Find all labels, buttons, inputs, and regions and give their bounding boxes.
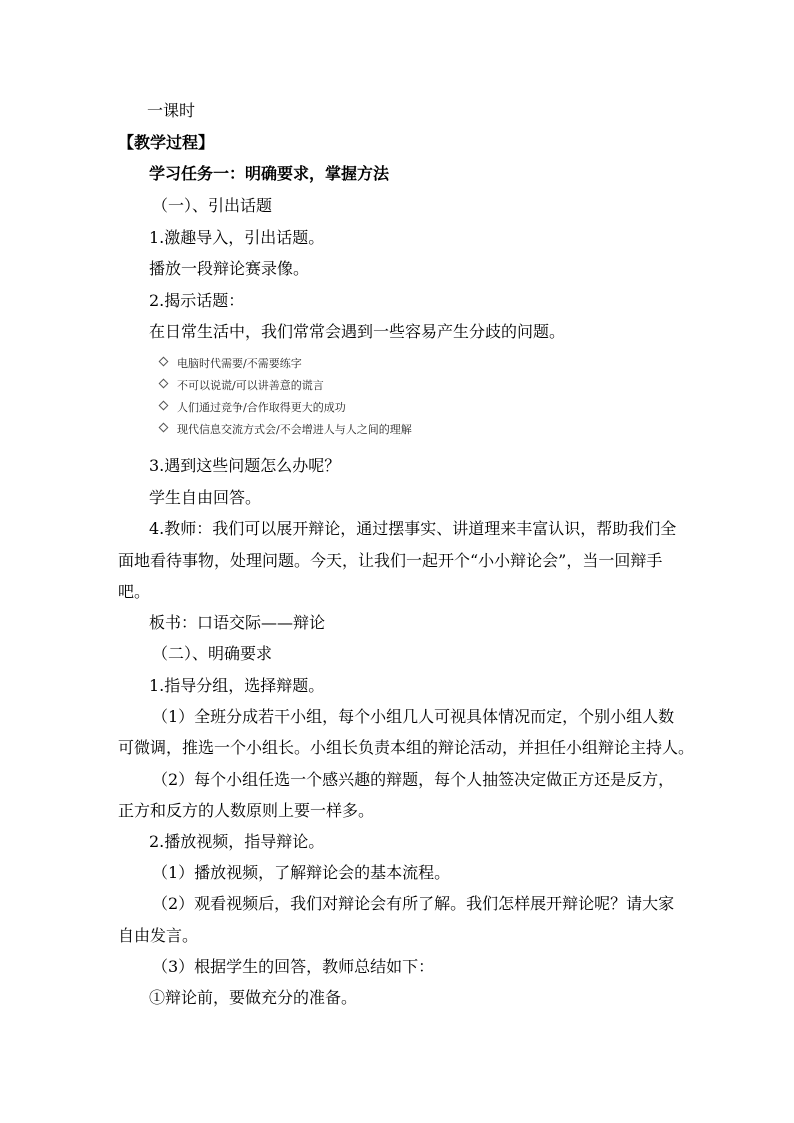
diamond-bullet-icon — [159, 357, 169, 367]
paragraph: 1.指导分组，选择辩题。 — [149, 676, 325, 695]
paragraph: 面地看待事物，处理问题。今天，让我们一起开个“小小辩论会”，当一回辩手 — [118, 551, 663, 570]
list-item: 电脑时代需要/不需要练字 — [160, 356, 302, 372]
part-title-1: （一）、引出话题 — [152, 196, 273, 215]
paragraph: ①辩论前，要做充分的准备。 — [149, 988, 358, 1007]
part-title-2: （二）、明确要求 — [152, 644, 273, 663]
diamond-bullet-icon — [159, 379, 169, 389]
paragraph: 2.播放视频，指导辩论。 — [149, 832, 325, 851]
paragraph: 3.遇到这些问题怎么办呢？ — [149, 456, 341, 475]
board-note: 板书：口语交际——辩论 — [149, 613, 326, 632]
paragraph: （2）观看视频后，我们对辩论会有所了解。我们怎样展开辩论呢？请大家 — [152, 894, 675, 913]
paragraph: 自由发言。 — [118, 926, 199, 945]
list-item: 现代信息交流方式会/不会增进人与人之间的理解 — [160, 422, 412, 438]
task-title: 学习任务一：明确要求，掌握方法 — [149, 164, 390, 183]
paragraph: （1）全班分成若干小组，每个小组几人可视具体情况而定，个别小组人数 — [152, 707, 675, 726]
paragraph: 可微调，推选一个小组长。小组长负责本组的辩论活动，并担任小组辩论主持人。 — [118, 738, 695, 757]
diamond-bullet-icon — [159, 401, 169, 411]
diamond-bullet-icon — [159, 423, 169, 433]
list-item: 人们通过竞争/合作取得更大的成功 — [160, 400, 346, 416]
paragraph: 4.教师：我们可以展开辩论，通过摆事实、讲道理来丰富认识，帮助我们全 — [149, 519, 677, 538]
paragraph: 学生自由回答。 — [149, 488, 262, 507]
paragraph: 1.激趣导入，引出话题。 — [149, 228, 325, 247]
paragraph: 吧。 — [118, 582, 151, 601]
paragraph: （2）每个小组任选一个感兴趣的辩题，每个人抽签决定做正方还是反方， — [152, 770, 675, 789]
paragraph: （1）播放视频，了解辩论会的基本流程。 — [152, 863, 451, 882]
period-label: 一课时 — [147, 101, 196, 120]
paragraph: 2.揭示话题： — [149, 291, 245, 310]
paragraph: 在日常生活中，我们常常会遇到一些容易产生分歧的问题。 — [149, 322, 566, 341]
section-heading: 【教学过程】 — [118, 133, 215, 152]
paragraph: 正方和反方的人数原则上要一样多。 — [118, 801, 375, 820]
paragraph: 播放一段辩论赛录像。 — [149, 259, 310, 278]
paragraph: （3）根据学生的回答，教师总结如下： — [152, 957, 435, 976]
list-item: 不可以说谎/可以讲善意的谎言 — [160, 378, 324, 394]
